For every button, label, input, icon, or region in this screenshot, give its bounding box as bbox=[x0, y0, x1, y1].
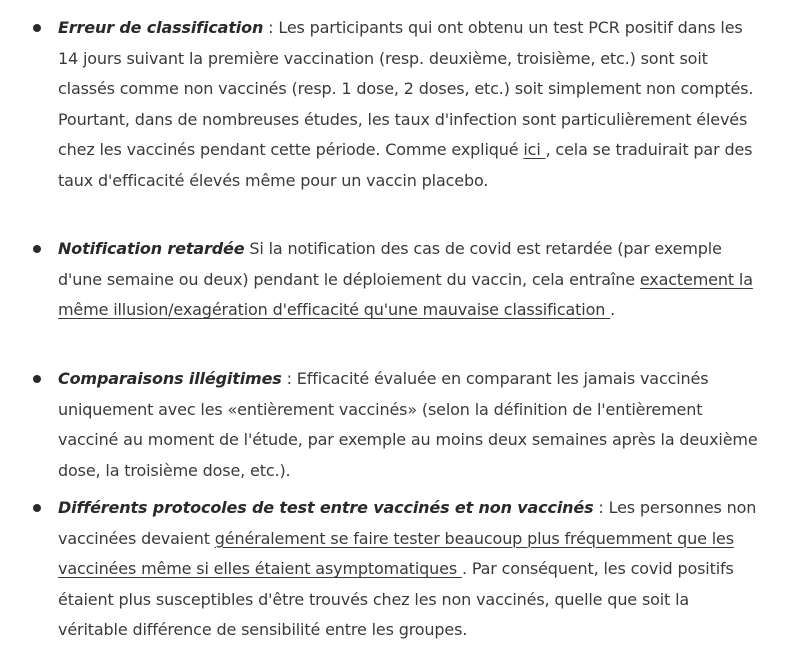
list-item-misclassification bbox=[58, 13, 758, 196]
item-term: Erreur de classification bbox=[58, 18, 264, 37]
list-item-delayed-notification bbox=[58, 234, 758, 326]
item-term: Différents protocoles de test entre vaccinés et non vaccinés bbox=[58, 498, 594, 517]
list-item-testing-protocols bbox=[58, 493, 758, 646]
ici-link[interactable]: ici bbox=[523, 140, 546, 159]
item-text-after: , cela se traduirait par des taux d'efficacité élevés même pour un vaccin placebo. bbox=[58, 140, 753, 190]
same-illusion-link[interactable]: exactement la même illusion/exagération d'efficacité qu'une mauvaise classification bbox=[58, 269, 753, 319]
item-text: Si la notification des cas de covid est retardée (par exemple d'une semaine ou deux) pendant le déploiement du vaccin, cela entraîne bbox=[58, 239, 722, 289]
item-text: : Les personnes non vaccinées devaient bbox=[58, 498, 757, 548]
item-text: : Efficacité évaluée en comparant les jamais vaccinés uniquement avec les «entièrement vaccinés» (selon la définition de l'entièrement vacciné au moment de l'étude, par exemple au moins deux semaines après la deuxième dose, la troisième dose, etc.). bbox=[58, 369, 758, 480]
item-term: Notification retardée bbox=[58, 239, 245, 258]
item-term: Comparaisons illégitimes bbox=[58, 369, 282, 388]
list-item-illegitimate-comparisons bbox=[58, 364, 758, 486]
item-text: : Les participants qui ont obtenu un test PCR positif dans les 14 jours suivant la première vaccination (resp. deuxième, troisième, etc.) sont soit classés comme non vaccinés (resp. 1 dose, 2 doses, etc.) soit simplement non comptés. Pourtant, dans de nombreuses études, les taux d'infection sont particulièrement élevés chez les vaccinés pendant cette période. Comme expliqué bbox=[58, 18, 754, 159]
testing-frequency-link[interactable]: généralement se faire tester beaucoup plus fréquemment que les vaccinées même si elles étaient asymptomatiques bbox=[58, 528, 734, 578]
item-text-after: . bbox=[610, 300, 616, 319]
item-text-after: . Par conséquent, les covid positifs étaient plus susceptibles d'être trouvés chez les non vaccinés, quelle que soit la véritable différence de sensibilité entre les groupes. bbox=[58, 559, 734, 639]
